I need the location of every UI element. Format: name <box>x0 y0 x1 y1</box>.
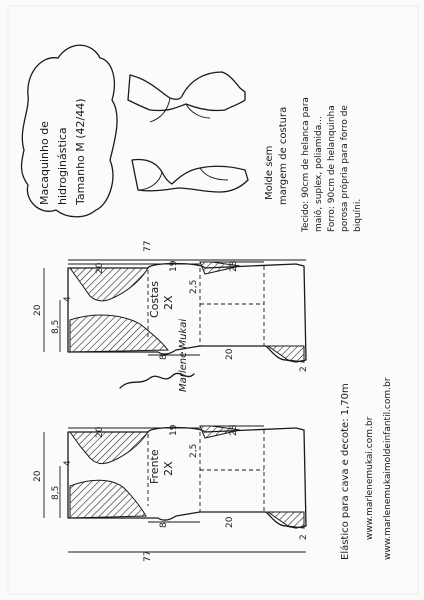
seam-note-line-1: Molde sem <box>264 145 275 200</box>
title-line-3: Tamanho M (42/44) <box>74 98 87 205</box>
back-inner-label: 8 <box>159 354 169 360</box>
seam-note-line-2: margem de costura <box>278 106 289 205</box>
fabric-line-2: maiô, suplex, poliamida... <box>314 116 324 232</box>
back-height-label: 20 <box>33 304 43 316</box>
front-hip-label: 28 <box>229 424 239 436</box>
front-small-label: 4 <box>63 460 73 466</box>
front-top-width-label: 20 <box>95 426 105 438</box>
title-line-2: hidroginástica <box>56 127 69 205</box>
front-length-label: 77 <box>143 550 153 562</box>
front-leg-hatch <box>70 480 146 518</box>
front-bottom-label: 20 <box>225 516 235 528</box>
front-height-label: 20 <box>33 470 43 482</box>
front-waist-label: 19 <box>169 424 179 436</box>
back-crotch-label: 8,5 <box>51 319 61 334</box>
fabric-line-5: biquíni. <box>353 198 363 232</box>
back-side-label: 2,5 <box>189 279 199 294</box>
front-side-label: 2,5 <box>189 443 199 458</box>
fabric-line-1: Tecido: 90cm de helanca para <box>301 97 311 232</box>
garment-sketch-back <box>128 72 245 122</box>
back-piece-qty: 2X <box>162 295 175 310</box>
back-length-label: 77 <box>143 240 153 252</box>
back-armhole-hatch <box>70 268 148 301</box>
website-1: www.marlenemukai.com.br <box>365 416 375 540</box>
front-inner-label: 8 <box>159 522 169 528</box>
front-armhole-hatch <box>70 432 148 464</box>
back-leg-hatch <box>70 315 168 352</box>
back-bottom-label: 20 <box>225 348 235 360</box>
pattern-piece-front <box>68 426 306 528</box>
front-crotch-label: 8,5 <box>51 485 61 500</box>
title-line-1: Macaquinho de <box>38 121 51 205</box>
garment-sketch-front <box>132 160 248 193</box>
title-cloud <box>22 45 118 217</box>
back-small-label: 4 <box>63 296 73 302</box>
front-piece-qty: 2X <box>162 461 175 476</box>
back-piece-name: Costas <box>148 281 161 318</box>
website-2: www.marlenemukaimoldeinfantil.com.br <box>383 377 393 560</box>
signature-text: Marlene Mukai <box>178 318 189 392</box>
front-hem-label: 2 <box>299 534 309 540</box>
fabric-line-4: porosa própria para forro de <box>340 105 350 232</box>
back-hem-label: 2 <box>299 366 309 372</box>
elastic-note: Elástico para cava e decote: 1,70m <box>340 383 351 560</box>
back-hip-label: 28 <box>229 260 239 272</box>
fabric-line-3: Forro: 90cm de helanquinha <box>327 105 337 232</box>
front-piece-name: Frente <box>148 449 161 484</box>
back-waist-label: 19 <box>169 260 179 272</box>
back-top-width-label: 20 <box>95 262 105 274</box>
